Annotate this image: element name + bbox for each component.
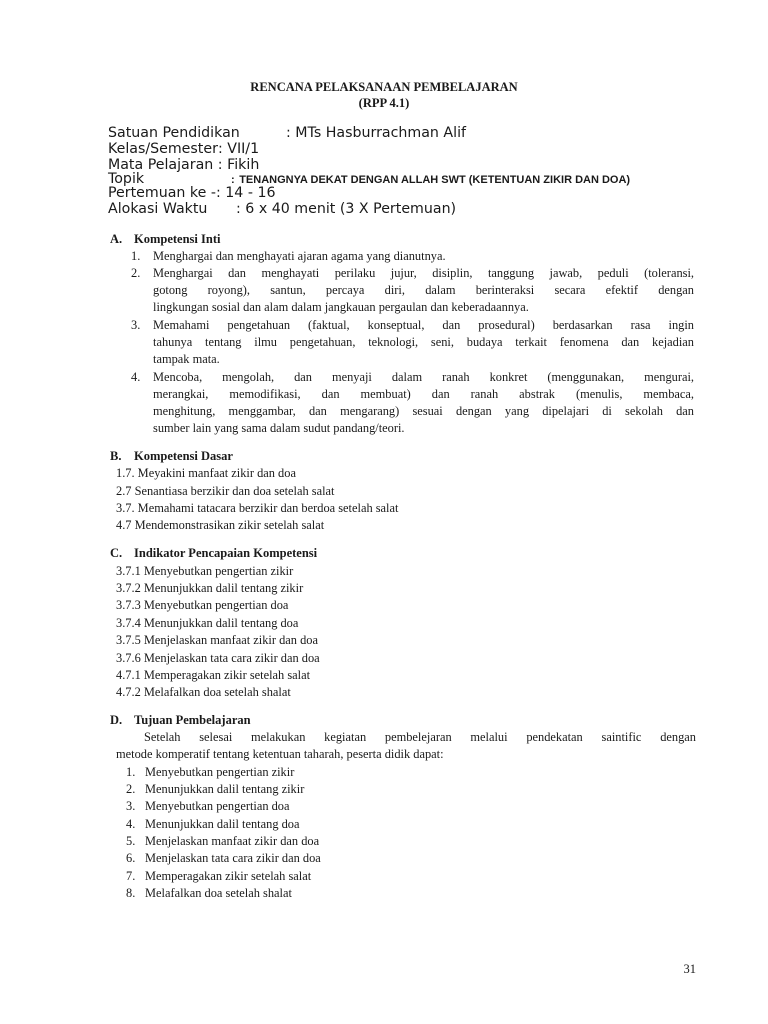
identity-label: Kelas/Semester <box>108 141 218 157</box>
document-subtitle: (RPP 4.1) <box>358 96 410 110</box>
list-item: 3.7. Memahami tatacara berzikir dan berdoa setelah salat <box>116 501 399 515</box>
identity-label: Satuan Pendidikan <box>108 125 240 141</box>
list-item-text: tampak mata. <box>153 352 220 366</box>
list-item-text: Menghargai dan menghayati ajaran agama yang dianutnya. <box>153 249 446 263</box>
identity-value: MTs Hasburrachman Alif <box>295 125 467 141</box>
list-item: 3.7.3 Menyebutkan pengertian doa <box>116 598 289 612</box>
identity-value: 6 x 40 menit (3 X Pertemuan) <box>245 201 457 217</box>
section-title: Kompetensi Inti <box>134 232 221 246</box>
list-item: 4.7.2 Melafalkan doa setelah shalat <box>116 685 291 699</box>
list-item-text: merangkai, memodifikasi, dan membuat) dan ranah abstrak (menulis, membaca, <box>153 387 694 401</box>
section-heading-c <box>110 546 317 561</box>
list-item: 3.7.6 Menjelaskan tata cara zikir dan doa <box>116 651 320 665</box>
section-title: Tujuan Pembelajaran <box>134 713 251 727</box>
identity-value: VII/1 <box>227 141 260 157</box>
section-letter: A. <box>110 232 123 246</box>
list-item-text: Memahami pengetahuan (faktual, konseptual, dan prosedural) berdasarkan rasa ingin <box>153 318 694 332</box>
identity-label: Topik <box>108 171 145 187</box>
list-item-text: gotong royong), santun, percaya diri, dalam berinteraksi secara efektif dengan <box>153 283 694 297</box>
section-heading-a <box>110 232 220 247</box>
list-item: 4.7.1 Memperagakan zikir setelah salat <box>116 668 311 682</box>
identity-value: 14 - 16 <box>225 185 276 201</box>
document-title: RENCANA PELAKSANAAN PEMBELAJARAN <box>250 80 518 94</box>
list-number: 8. <box>126 886 136 900</box>
list-item-text: Menjelaskan tata cara zikir dan doa <box>145 851 321 865</box>
identity-separator: : <box>217 157 223 173</box>
list-item-text: Memperagakan zikir setelah salat <box>145 869 312 883</box>
list-item-text: Menjelaskan manfaat zikir dan doa <box>145 834 320 848</box>
list-item-text: Menunjukkan dalil tentang zikir <box>145 782 305 796</box>
list-item: 3.7.2 Menunjukkan dalil tentang zikir <box>116 581 304 595</box>
list-number: 7. <box>126 869 136 883</box>
section-letter: B. <box>110 449 122 463</box>
list-item: 2.7 Senantiasa berzikir dan doa setelah salat <box>116 484 335 498</box>
paragraph-line: metode komperatif tentang ketentuan taharah, peserta didik dapat: <box>116 747 444 761</box>
identity-separator: : <box>217 141 223 157</box>
list-number: 4. <box>126 817 136 831</box>
list-item: 4.7 Mendemonstrasikan zikir setelah salat <box>116 518 325 532</box>
list-item-text: Menghargai dan menghayati perilaku jujur, disiplin, tanggung jawab, peduli (toleransi, <box>153 266 694 280</box>
section-heading-b <box>110 449 233 464</box>
identity-label: Pertemuan ke - <box>108 185 216 201</box>
identity-separator: : <box>231 174 235 186</box>
identity-value: TENANGNYA DEKAT DENGAN ALLAH SWT (KETENTUAN ZIKIR DAN DOA) <box>239 174 631 186</box>
identity-value: Fikih <box>227 157 260 173</box>
list-item-text: Melafalkan doa setelah shalat <box>145 886 292 900</box>
list-item-text: Menyebutkan pengertian doa <box>145 799 290 813</box>
list-number: 3. <box>131 318 141 332</box>
list-item: 3.7.4 Menunjukkan dalil tentang doa <box>116 616 299 630</box>
identity-label: Alokasi Waktu <box>108 201 208 217</box>
section-title: Indikator Pencapaian Kompetensi <box>134 546 318 560</box>
list-number: 1. <box>131 249 141 263</box>
identity-label: Mata Pelajaran <box>108 157 214 173</box>
list-item-text: Menunjukkan dalil tentang doa <box>145 817 300 831</box>
identity-separator: : <box>236 201 241 217</box>
section-title: Kompetensi Dasar <box>134 449 233 463</box>
list-item-text: Menyebutkan pengertian zikir <box>145 765 295 779</box>
list-number: 3. <box>126 799 136 813</box>
list-item: 3.7.1 Menyebutkan pengertian zikir <box>116 564 294 578</box>
page-number: 31 <box>683 962 696 976</box>
list-number: 6. <box>126 851 136 865</box>
list-item-text: tahunya tentang ilmu pengetahuan, teknologi, seni, budaya terkait fenomena dan kejadian <box>153 335 694 349</box>
list-item: 1.7. Meyakini manfaat zikir dan doa <box>116 466 296 480</box>
list-number: 4. <box>131 370 141 384</box>
section-heading-d <box>110 713 251 728</box>
section-letter: C. <box>110 546 123 560</box>
identity-separator: : <box>286 125 291 141</box>
list-item-text: sumber lain yang sama dalam sudut pandang/teori. <box>153 421 405 435</box>
list-item-text: Mencoba, mengolah, dan menyaji dalam ranah konkret (menggunakan, mengurai, <box>153 370 694 384</box>
identity-row <box>108 200 456 218</box>
list-number: 5. <box>126 834 136 848</box>
section-letter: D. <box>110 713 123 727</box>
list-number: 2. <box>126 782 136 796</box>
list-number: 1. <box>126 765 136 779</box>
paragraph-line: Setelah selesai melakukan kegiatan pembelejaran melalui pendekatan saintific dengan <box>144 730 696 744</box>
list-item: 3.7.5 Menjelaskan manfaat zikir dan doa <box>116 633 318 647</box>
identity-separator: : <box>215 185 221 201</box>
list-item-text: lingkungan sosial dan alam dalam jangkauan pergaulan dan keberadaannya. <box>153 300 529 314</box>
list-number: 2. <box>131 266 141 280</box>
list-item-text: menghitung, menggambar, dan mengarang) sesuai dengan yang dipelajari di sekolah dan <box>153 404 694 418</box>
